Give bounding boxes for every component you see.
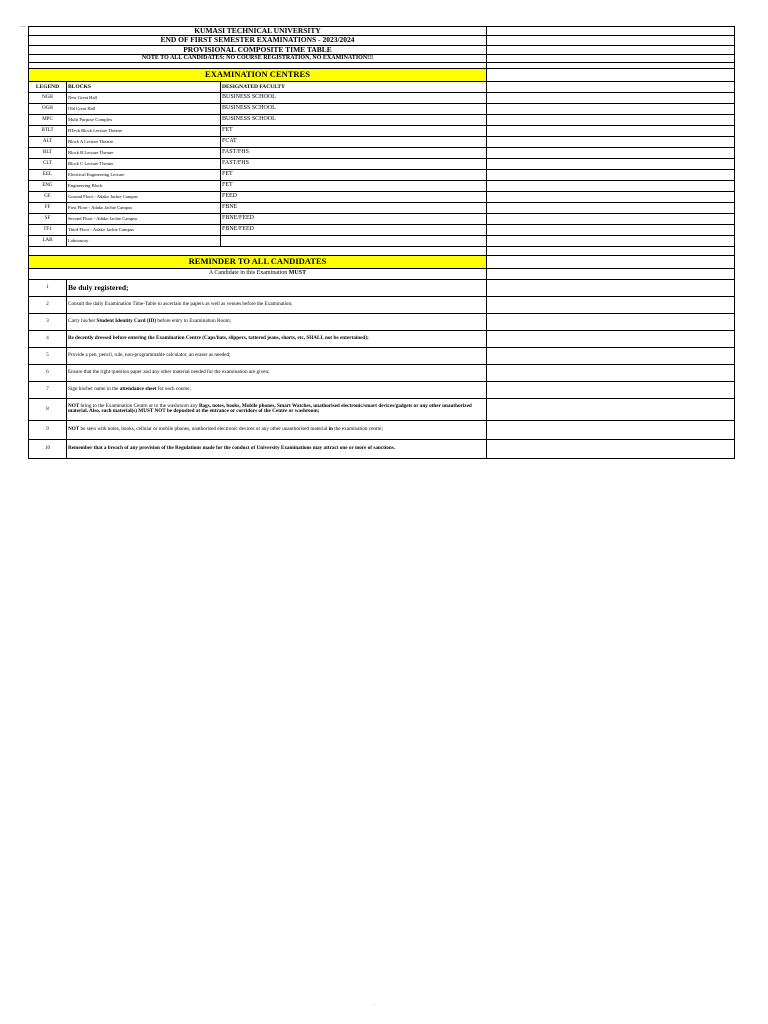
reminder-text-part: Be decently dressed before entering the Examination Centre (Caps/hats, slippers, tattered jeans, shorts, etc, SHALL not be entertained); xyxy=(68,334,369,341)
reminder-row xyxy=(29,398,735,420)
side-cell xyxy=(487,81,735,92)
reminder-number: 6 xyxy=(29,364,67,381)
reminder-text-part: Sign his/her name in the xyxy=(68,385,120,392)
legend-header: LEGEND xyxy=(29,81,67,92)
reminder-row xyxy=(29,330,735,347)
reminder-number: 5 xyxy=(29,347,67,364)
centre-row xyxy=(29,147,735,158)
reminder-heading: REMINDER TO ALL CANDIDATES xyxy=(29,255,487,268)
side-cell xyxy=(487,169,735,180)
centre-row xyxy=(29,224,735,235)
centre-block: Ground Floor - Adako Jachie Campus xyxy=(67,191,221,202)
centre-row xyxy=(29,202,735,213)
centre-faculty: FAST/FHS xyxy=(221,158,487,169)
centres-heading: EXAMINATION CENTRES xyxy=(29,68,487,81)
side-cell xyxy=(487,330,735,347)
reminder-row xyxy=(29,279,735,296)
timetable-sheet xyxy=(28,26,735,459)
side-cell xyxy=(487,279,735,296)
centre-legend: TF1 xyxy=(29,224,67,235)
reminder-number: 8 xyxy=(29,398,67,420)
centre-row xyxy=(29,92,735,103)
reminder-text-part: in xyxy=(328,425,333,432)
centre-row xyxy=(29,213,735,224)
reminder-text-part: Student Identity Card (ID) xyxy=(96,317,157,324)
centre-block: Engineering Block xyxy=(67,180,221,191)
reminder-row xyxy=(29,381,735,398)
reminder-number: 10 xyxy=(29,439,67,458)
centre-faculty: BUSINESS SCHOOL xyxy=(221,92,487,103)
blocks-header: BLOCKS xyxy=(67,81,221,92)
reminder-number: 4 xyxy=(29,330,67,347)
centre-legend: SF xyxy=(29,213,67,224)
centre-legend: BLT xyxy=(29,147,67,158)
reminder-text-part: Carry his/her xyxy=(68,317,97,324)
side-cell xyxy=(487,54,735,62)
side-cell xyxy=(487,36,735,45)
centre-block: Block C Lecture Theatre xyxy=(67,158,221,169)
centre-block: Second Floor - Adako Jachie Campus xyxy=(67,213,221,224)
reminder-subtitle xyxy=(29,268,487,279)
side-cell xyxy=(487,235,735,246)
centre-row xyxy=(29,136,735,147)
timetable-title: PROVISIONAL COMPOSITE TIME TABLE xyxy=(29,45,487,54)
side-cell xyxy=(487,268,735,279)
reminder-list xyxy=(29,279,735,458)
centre-legend: ENG xyxy=(29,180,67,191)
side-cell xyxy=(487,213,735,224)
centre-block: Third Floor - Adako Jachie Campus xyxy=(67,224,221,235)
side-cell xyxy=(487,147,735,158)
centre-faculty: FET xyxy=(221,180,487,191)
side-cell xyxy=(487,255,735,268)
centre-block: Block B Lecture Theatre xyxy=(67,147,221,158)
centre-faculty: FBNE xyxy=(221,202,487,213)
reminder-row xyxy=(29,313,735,330)
centre-row xyxy=(29,103,735,114)
reminder-text-part: Remember that a breach of any provision of the Regulations made for the conduct of University Examinations may attract one or more of sanctions. xyxy=(68,444,396,451)
side-cell xyxy=(487,158,735,169)
reminder-text xyxy=(67,330,487,347)
centre-block: Block A Lecture Theatre xyxy=(67,136,221,147)
centre-legend: NGH xyxy=(29,92,67,103)
centre-block: First Floor - Adako Jachie Campus xyxy=(67,202,221,213)
registration-note: NOTE TO ALL CANDIDATES: NO COURSE REGISTRATION, NO EXAMINATION!!! xyxy=(29,54,487,62)
subtitle-must: MUST xyxy=(288,270,307,277)
reminder-number: 9 xyxy=(29,420,67,439)
reminder-text xyxy=(67,313,487,330)
centre-faculty: FCAT xyxy=(221,136,487,147)
centre-legend: LAB xyxy=(29,235,67,246)
reminder-text xyxy=(67,439,487,458)
centre-faculty: FET xyxy=(221,125,487,136)
side-cell xyxy=(487,125,735,136)
reminder-text-part: attendance sheet xyxy=(119,385,157,392)
university-title: KUMASI TECHNICAL UNIVERSITY xyxy=(29,27,487,36)
centre-faculty xyxy=(221,235,487,246)
centre-faculty: FBNE/FEED xyxy=(221,224,487,235)
side-cell xyxy=(487,27,735,36)
centre-legend: CLT xyxy=(29,158,67,169)
side-cell xyxy=(487,114,735,125)
reminder-row xyxy=(29,296,735,313)
reminder-text-part: Provide a pen, pencil, rule, non-programmable calculator, an eraser as needed; xyxy=(68,351,231,358)
side-cell xyxy=(487,347,735,364)
centre-faculty: FET xyxy=(221,169,487,180)
spacer-row xyxy=(29,246,487,255)
exam-title: END OF FIRST SEMESTER EXAMINATIONS - 2023/2024 xyxy=(29,36,487,45)
side-cell xyxy=(487,180,735,191)
reminder-number: 7 xyxy=(29,381,67,398)
centres-list xyxy=(29,92,735,246)
centre-block: Electrical Engineering Lecture xyxy=(67,169,221,180)
centre-row xyxy=(29,235,735,246)
reminder-text-part: for each course; xyxy=(156,385,191,392)
side-cell xyxy=(487,191,735,202)
reminder-text xyxy=(67,296,487,313)
reminder-row xyxy=(29,420,735,439)
reminder-number: 3 xyxy=(29,313,67,330)
centre-legend: OGH xyxy=(29,103,67,114)
reminder-text-part: Ensure that the right question paper and any other material needed for the examination are given; xyxy=(68,368,270,375)
centre-legend: BTLT xyxy=(29,125,67,136)
centre-legend: GF xyxy=(29,191,67,202)
side-cell xyxy=(487,103,735,114)
centre-block: Old Great Hall xyxy=(67,103,221,114)
faculty-header: DESIGNATED FACULTY xyxy=(221,81,487,92)
reminder-text-part: NOT xyxy=(68,425,80,432)
reminder-text-part: bring to the Examination Centre or to the washroom any xyxy=(79,402,199,409)
reminder-text-part: Consult the daily Examination Time-Table to ascertain the papers as well as venues before the Examination; xyxy=(68,300,293,307)
reminder-row xyxy=(29,347,735,364)
reminder-text xyxy=(67,398,487,420)
reminder-row xyxy=(29,439,735,458)
reminder-number: 2 xyxy=(29,296,67,313)
centre-faculty: BUSINESS SCHOOL xyxy=(221,103,487,114)
side-cell xyxy=(487,68,735,81)
side-cell xyxy=(487,296,735,313)
corner-mark: — xyxy=(20,24,26,30)
centre-block: New Great Hall xyxy=(67,92,221,103)
centre-legend: EEL xyxy=(29,169,67,180)
centre-row xyxy=(29,114,735,125)
reminder-text-part: NOT xyxy=(68,402,80,409)
centre-faculty: BUSINESS SCHOOL xyxy=(221,114,487,125)
side-cell xyxy=(487,439,735,458)
centre-faculty: FEED xyxy=(221,191,487,202)
side-cell xyxy=(487,202,735,213)
centre-faculty: FBNE/FEED xyxy=(221,213,487,224)
side-cell xyxy=(487,92,735,103)
side-cell xyxy=(487,381,735,398)
reminder-text-part: the examination centre; xyxy=(332,425,383,432)
side-cell xyxy=(487,224,735,235)
centre-legend: MPC xyxy=(29,114,67,125)
centre-block: BTech Block Lecture Theatre xyxy=(67,125,221,136)
centre-legend: ALT xyxy=(29,136,67,147)
side-cell xyxy=(487,246,735,255)
centre-block: Multi Purpose Complex xyxy=(67,114,221,125)
side-cell xyxy=(487,313,735,330)
reminder-text xyxy=(67,279,487,296)
centre-row xyxy=(29,169,735,180)
reminder-text xyxy=(67,347,487,364)
centre-faculty: FAST/FHS xyxy=(221,147,487,158)
reminder-row xyxy=(29,364,735,381)
reminder-text-part: be seen with notes, books, cellular or mobile phones, unathorised electronic devices or any other unauthorised material xyxy=(79,425,329,432)
page-footer-mark: · · xyxy=(372,1003,377,1008)
centre-row xyxy=(29,191,735,202)
centre-legend: FF xyxy=(29,202,67,213)
subtitle-text: A Candidate in this Examination xyxy=(208,270,289,277)
reminder-text-part: Bags, notes, books, Mobile phones, Smart Watches, unathorised electronic/smart devices/gadgets or any other unauthorized material. Also, such material(s) MUST NOT be deposited at the entrance or corridors of the Centre or washroom; xyxy=(68,402,472,415)
reminder-text-part: before entry to Examination Room; xyxy=(156,317,232,324)
reminder-text xyxy=(67,420,487,439)
centre-row xyxy=(29,158,735,169)
reminder-number: 1 xyxy=(29,279,67,296)
side-cell xyxy=(487,136,735,147)
centre-row xyxy=(29,125,735,136)
side-cell xyxy=(487,398,735,420)
side-cell xyxy=(487,364,735,381)
reminder-text xyxy=(67,381,487,398)
centre-block: Laboratory xyxy=(67,235,221,246)
reminder-text xyxy=(67,364,487,381)
side-cell xyxy=(487,45,735,54)
reminder-text-part: Be duly registered; xyxy=(68,282,129,292)
side-cell xyxy=(487,420,735,439)
centre-row xyxy=(29,180,735,191)
